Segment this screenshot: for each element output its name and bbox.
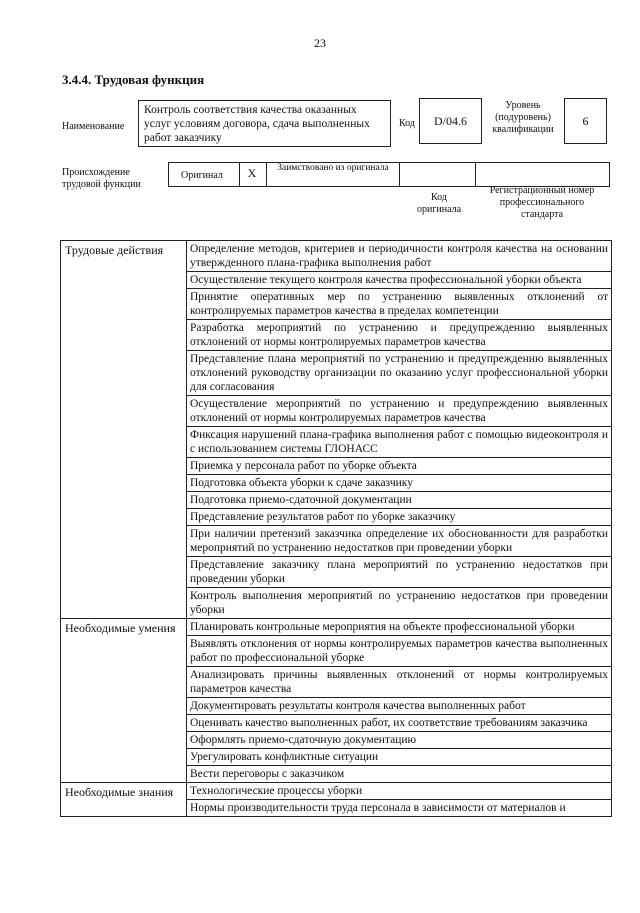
item-cell: Принятие оперативных мер по устранению выявленных отклонений от контролируемых параметров качества в пределах компетенции xyxy=(187,289,612,320)
item-cell: Урегулировать конфликтные ситуации xyxy=(187,749,612,766)
original-label: Оригинал xyxy=(181,170,223,181)
origin-row xyxy=(168,162,610,187)
item-cell: Оценивать качество выполненных работ, их соответствие требованиям заказчика xyxy=(187,715,612,732)
code-original-label: Код оригинала xyxy=(416,192,462,215)
table-row xyxy=(61,783,612,800)
item-cell: Оформлять приемо-сдаточную документацию xyxy=(187,732,612,749)
category-cell: Необходимые умения xyxy=(61,619,187,783)
labor-function-table xyxy=(60,240,612,817)
item-cell: Анализировать причины выявленных отклонений от нормы контролируемых параметров качества xyxy=(187,667,612,698)
item-cell: Осуществление мероприятий по устранению и предупреждению выявленных отклонений от нормы контролируемых параметров качества xyxy=(187,396,612,427)
borrowed-label: Заимствовано из оригинала xyxy=(277,163,389,173)
item-cell: Нормы производительности труда персонала в зависимости от материалов и xyxy=(187,800,612,817)
category-cell: Трудовые действия xyxy=(61,241,187,619)
item-cell: Подготовка объекта уборки к сдаче заказчику xyxy=(187,475,612,492)
level-label: Уровень (подуровень) квалификации xyxy=(492,100,554,135)
code-value: D/04.6 xyxy=(419,98,482,144)
item-cell: Контроль выполнения мероприятий по устранению недостатков при проведении уборки xyxy=(187,588,612,619)
item-cell: Технологические процессы уборки xyxy=(187,783,612,800)
page-number: 23 xyxy=(314,36,326,50)
item-cell: Выявлять отклонения от нормы контролируемых параметров качества выполненных работ по профессиональной уборке xyxy=(187,636,612,667)
name-value: Контроль соответствия качества оказанных услуг условиям договора, сдача выполненных работ заказчику xyxy=(138,100,391,147)
item-cell: Документировать результаты контроля качества выполненных работ xyxy=(187,698,612,715)
item-cell: Фиксация нарушений плана-графика выполнения работ с помощью видеоконтроля и с использованием системы ГЛОНАСС xyxy=(187,427,612,458)
category-cell: Необходимые знания xyxy=(61,783,187,817)
name-label: Наименование xyxy=(62,121,125,132)
item-cell: При наличии претензий заказчика определение их обоснованности для разработки мероприятий по устранению недостатков при проведении уборки xyxy=(187,526,612,557)
item-cell: Представление плана мероприятий по устранению и предупреждению выявленных отклонений руководству организации по оказанию услуг профессиональной уборки для согласования xyxy=(187,351,612,396)
item-cell: Представление результатов работ по уборке заказчику xyxy=(187,509,612,526)
item-cell: Определение методов, критериев и периодичности контроля качества на основании утвержденного плана-графика выполнения работ xyxy=(187,241,612,272)
code-label: Код xyxy=(399,118,415,129)
item-cell: Вести переговоры с заказчиком xyxy=(187,766,612,783)
reg-number-label: Регистрационный номер профессионального стандарта xyxy=(489,185,595,220)
item-cell: Осуществление текущего контроля качества профессиональной уборки объекта xyxy=(187,272,612,289)
table-row xyxy=(61,619,612,636)
item-cell: Подготовка приемо-сдаточной документации xyxy=(187,492,612,509)
section-title: 3.4.4. Трудовая функция xyxy=(62,72,205,87)
item-cell: Приемка у персонала работ по уборке объекта xyxy=(187,458,612,475)
item-cell: Планировать контрольные мероприятия на объекте профессиональной уборки xyxy=(187,619,612,636)
item-cell: Разработка мероприятий по устранению и предупреждению выявленных отклонений от нормы контролируемых параметров качества xyxy=(187,320,612,351)
level-value: 6 xyxy=(564,98,607,144)
origin-label: Происхождение трудовой функции xyxy=(62,167,141,190)
original-mark: X xyxy=(247,166,257,180)
table-row xyxy=(61,241,612,272)
item-cell: Представление заказчику плана мероприятий по устранению недостатков при проведении уборки xyxy=(187,557,612,588)
